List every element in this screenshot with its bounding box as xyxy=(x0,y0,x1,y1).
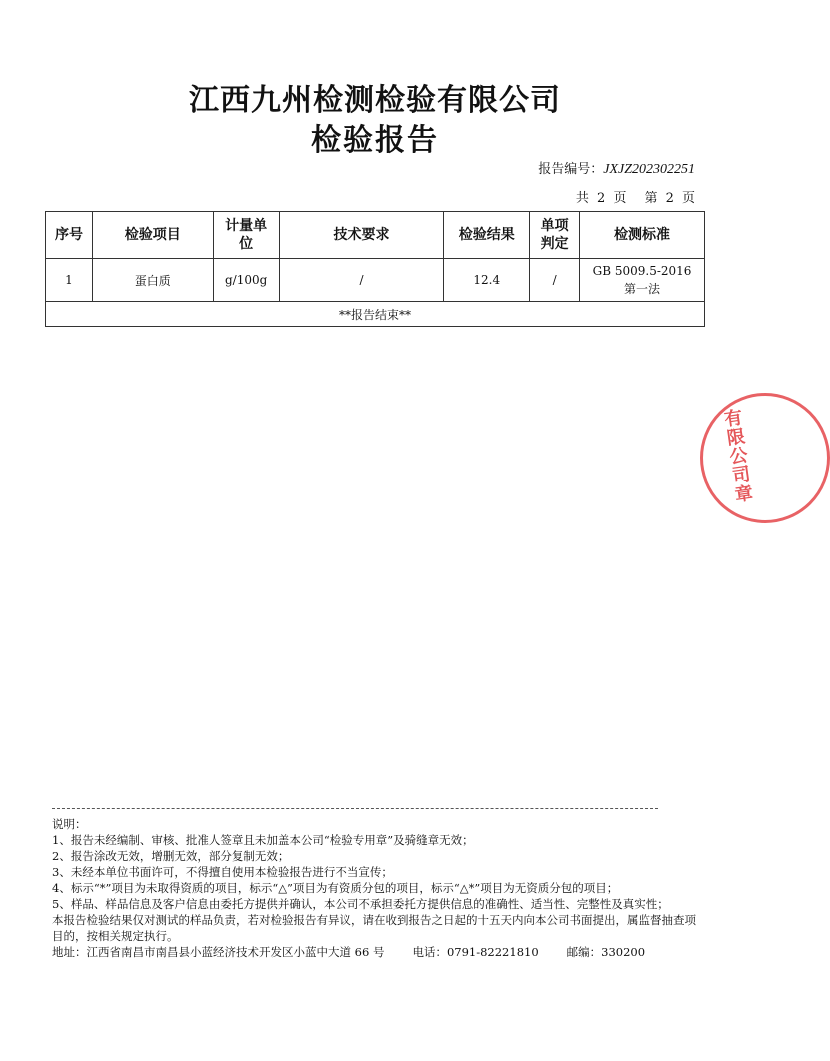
note-item: 2、报告涂改无效，增删无效，部分复制无效； xyxy=(52,849,290,863)
cell-judgement: / xyxy=(530,259,580,302)
note-item: 4、标示“*”项目为未取得资质的项目，标示“△”项目为有资质分包的项目，标示“△*”项目为无资质分包的项目； xyxy=(52,881,619,895)
report-number-label: 报告编号： xyxy=(538,162,604,177)
col-header-unit: 计量单位 xyxy=(213,212,279,259)
document-title: 检验报告 xyxy=(311,123,439,158)
col-header-standard: 检测标准 xyxy=(580,212,705,259)
notes-title: 说明： xyxy=(52,817,87,831)
seal-stamp-text: 有限公司章 xyxy=(720,407,755,505)
standard-line-2: 第一法 xyxy=(624,282,661,296)
cell-unit: g/100g xyxy=(213,259,279,302)
report-number-value: JXJZ202302251 xyxy=(603,162,695,177)
col-header-requirement: 技术要求 xyxy=(279,212,444,259)
col-header-item: 检验项目 xyxy=(92,212,213,259)
report-end-marker: **报告结束** xyxy=(46,302,705,327)
table-header-row xyxy=(46,212,705,259)
note-item: 5、样品、样品信息及客户信息由委托方提供并确认，本公司不承担委托方提供信息的准确性、适当性、完整性及真实性； xyxy=(52,897,669,911)
col-header-result: 检验结果 xyxy=(444,212,530,259)
company-name: 江西九州检测检验有限公司 xyxy=(189,83,561,118)
cell-result: 12.4 xyxy=(444,259,530,302)
current-page: 第 2 页 xyxy=(644,191,695,206)
page-indicator xyxy=(576,187,695,206)
report-number xyxy=(538,158,695,178)
results-table xyxy=(45,211,705,327)
cell-standard xyxy=(580,259,705,302)
cell-requirement: / xyxy=(279,259,444,302)
footer-postcode: 邮编：330200 xyxy=(566,945,646,959)
footer-phone: 电话：0791-82221810 xyxy=(412,945,539,959)
standard-line-1: GB 5009.5-2016 xyxy=(592,264,692,278)
cell-no: 1 xyxy=(46,259,93,302)
notes-divider xyxy=(52,808,658,809)
cell-item: 蛋白质 xyxy=(92,259,213,302)
table-end-row xyxy=(46,302,705,327)
col-header-judgement: 单项判定 xyxy=(530,212,580,259)
footer-address: 地址：江西省南昌市南昌县小蓝经济技术开发区小蓝中大道 66 号 xyxy=(52,945,385,959)
total-pages: 共 2 页 xyxy=(575,191,627,206)
footer-contact xyxy=(52,944,673,960)
col-header-no: 序号 xyxy=(46,212,93,259)
note-item: 3、未经本单位书面许可，不得擅自使用本检验报告进行不当宣传； xyxy=(52,865,393,879)
table-row xyxy=(46,259,705,302)
notes-section xyxy=(52,816,702,944)
note-item: 1、报告未经编制、审核、批准人签章且未加盖本公司“检验专用章”及骑缝章无效； xyxy=(52,833,474,847)
note-item: 本报告检验结果仅对测试的样品负责，若对检验报告有异议，请在收到报告之日起的十五天内向本公司书面提出，属监督抽查项目的，按相关规定执行。 xyxy=(52,913,696,943)
